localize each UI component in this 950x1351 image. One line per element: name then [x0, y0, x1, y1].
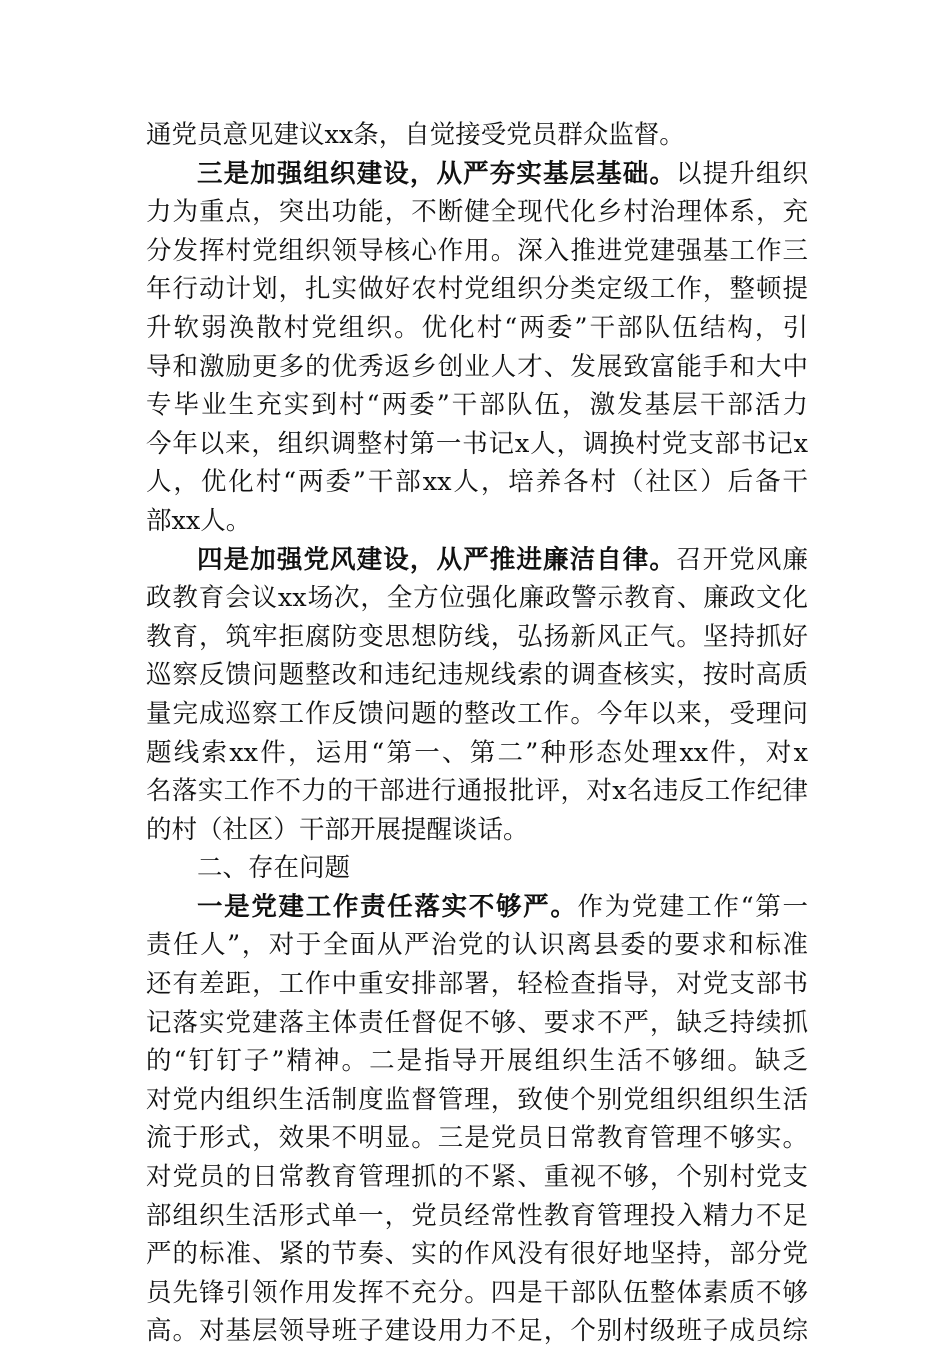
paragraph-text: 高。对基层领导班子建设用力不足，个别村级班子成员综	[146, 1316, 808, 1347]
paragraph-text: 作为党建工作“第一	[577, 891, 808, 922]
paragraph-text: 以提升组织	[676, 158, 808, 189]
paragraph-text: 流于形式，效果不明显。三是党员日常教育管理不够实。	[146, 1123, 808, 1154]
text-line	[146, 926, 808, 965]
paragraph-text: 部xx人。	[146, 505, 252, 536]
text-line	[146, 734, 808, 773]
text-line	[146, 386, 808, 425]
paragraph-text: 的村（社区）干部开展提醒谈话。	[146, 814, 529, 845]
paragraph-text: 部组织生活形式单一，党员经常性教育管理投入精力不足	[146, 1200, 808, 1231]
paragraph-text: 政教育会议xx场次，全方位强化廉政警示教育、廉政文化	[146, 583, 808, 614]
text-line	[146, 1312, 808, 1351]
bold-heading-text: 三是加强组织建设，从严夯实基层基础。	[197, 158, 677, 189]
paragraph-text: 量完成巡察工作反馈问题的整改工作。今年以来，受理问	[146, 698, 808, 729]
paragraph-text: 力为重点，突出功能，不断健全现代化乡村治理体系，充	[146, 197, 808, 228]
paragraph-text: 人，优化村“两委”干部xx人，培养各村（社区）后备干	[146, 467, 808, 498]
paragraph-text: 专毕业生充实到村“两委”干部队伍，激发基层干部活力	[146, 390, 808, 421]
text-line	[146, 618, 808, 657]
paragraph-text: 今年以来，组织调整村第一书记x人，调换村党支部书记x	[146, 428, 808, 459]
body-text	[146, 116, 808, 1351]
bold-heading-text: 四是加强党风建设，从严推进廉洁自律。	[197, 544, 677, 575]
paragraph-text: 对党内组织生活制度监督管理，致使个别党组织组织生活	[146, 1084, 808, 1115]
text-line	[146, 1042, 808, 1081]
text-line	[146, 849, 808, 888]
text-line	[146, 1004, 808, 1043]
paragraph-text: 通党员意见建议xx条，自觉接受党员群众监督。	[146, 120, 685, 150]
text-line	[146, 1274, 808, 1313]
paragraph-text: 的“钉钉子”精神。二是指导开展组织生活不够细。缺乏	[146, 1046, 808, 1077]
text-line	[146, 965, 808, 1004]
paragraph-text: 分发挥村党组织领导核心作用。深入推进党建强基工作三	[146, 235, 808, 266]
paragraph-text: 对党员的日常教育管理抓的不紧、重视不够，个别村党支	[146, 1162, 808, 1193]
text-line	[146, 232, 808, 271]
paragraph-text: 记落实党建落主体责任督促不够、要求不严，缺乏持续抓	[146, 1007, 808, 1038]
text-line	[146, 1197, 808, 1236]
text-line	[146, 695, 808, 734]
paragraph-text: 教育，筑牢拒腐防变思想防线，弘扬新风正气。坚持抓好	[146, 621, 808, 652]
paragraph-text: 导和激励更多的优秀返乡创业人才、发展致富能手和大中	[146, 351, 808, 382]
text-line	[146, 579, 808, 618]
text-line	[146, 888, 808, 927]
text-line	[146, 425, 808, 464]
text-line	[146, 772, 808, 811]
text-line	[146, 193, 808, 232]
paragraph-text: 还有差距，工作中重安排部署，轻检查指导，对党支部书	[146, 969, 808, 1000]
text-line	[146, 541, 808, 580]
text-line	[146, 116, 808, 155]
paragraph-text: 严的标准、紧的节奏、实的作风没有很好地坚持，部分党	[146, 1239, 808, 1270]
paragraph-text: 升软弱涣散村党组织。优化村“两委”干部队伍结构，引	[146, 312, 808, 343]
text-line	[146, 463, 808, 502]
paragraph-text: 年行动计划，扎实做好农村党组织分类定级工作，整顿提	[146, 274, 808, 305]
text-line	[146, 270, 808, 309]
text-line	[146, 348, 808, 387]
text-line	[146, 502, 808, 541]
text-line	[146, 811, 808, 850]
paragraph-text: 员先锋引领作用发挥不充分。四是干部队伍整体素质不够	[146, 1277, 808, 1308]
paragraph-text: 召开党风廉	[676, 544, 808, 575]
text-line	[146, 656, 808, 695]
text-line	[146, 1119, 808, 1158]
text-line	[146, 1158, 808, 1197]
paragraph-text: 巡察反馈问题整改和违纪违规线索的调查核实，按时高质	[146, 660, 808, 691]
paragraph-text: 责任人”，对于全面从严治党的认识离县委的要求和标准	[146, 930, 808, 961]
text-line	[146, 1081, 808, 1120]
text-line	[146, 309, 808, 348]
text-line	[146, 155, 808, 194]
paragraph-text: 题线索xx件，运用“第一、第二”种形态处理xx件，对x	[146, 737, 808, 768]
text-line	[146, 1235, 808, 1274]
bold-heading-text: 一是党建工作责任落实不够严。	[197, 891, 578, 922]
paragraph-text: 名落实工作不力的干部进行通报批评，对x名违反工作纪律	[146, 776, 808, 807]
paragraph-text: 二、存在问题	[197, 853, 351, 884]
